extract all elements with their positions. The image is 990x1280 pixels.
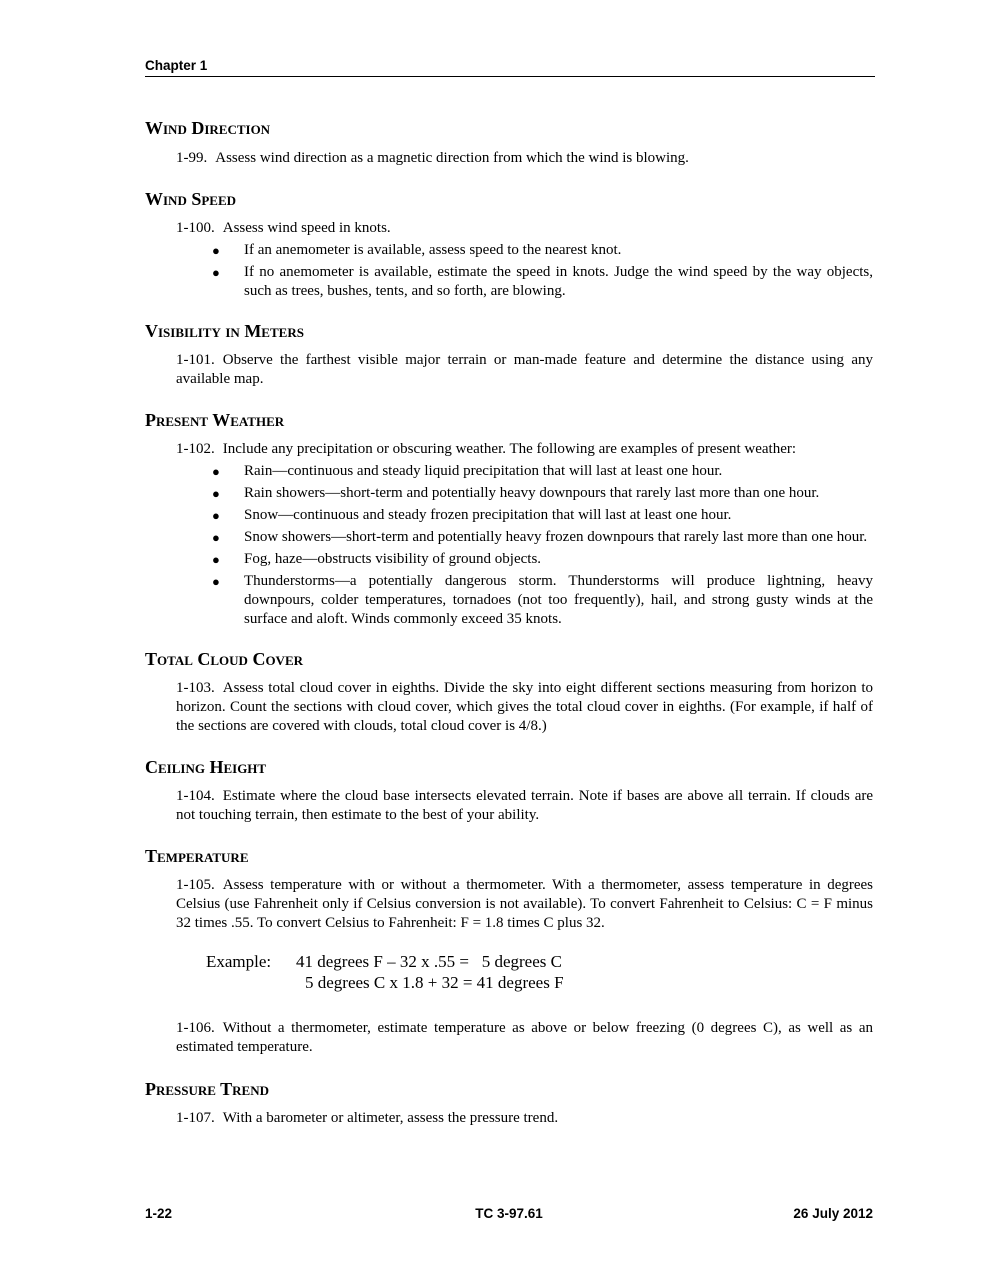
footer-page-number: 1-22 [145, 1206, 173, 1221]
heading-temperature: Temperature [145, 846, 249, 866]
paragraph-text: Assess temperature with or without a thermometer. With a thermometer, assess temperature in degrees Celsius (use Fahrenheit only if Celsius conversion is not available). To convert Fahrenheit to Celsius: C = F minus 32 times .55. To convert Celsius to Fahrenheit: F = 1.8 times C plus 32. [176, 877, 873, 931]
paragraph-1-107 [176, 1109, 873, 1128]
paragraph-1-103 [176, 679, 873, 736]
example-row-1 [206, 951, 873, 972]
bullet-icon: ● [212, 486, 220, 501]
heading-wind-speed: Wind Speed [145, 189, 237, 209]
paragraph-text: Assess wind speed in knots. [222, 220, 391, 236]
paragraph-number: 1-102. [176, 441, 215, 457]
bullet-icon: ● [212, 508, 220, 523]
bullet-icon: ● [212, 552, 220, 567]
paragraph-number: 1-100. [176, 220, 215, 236]
footer-document-id: TC 3-97.61 [475, 1206, 543, 1221]
paragraph-text: With a barometer or altimeter, assess the pressure trend. [222, 1110, 559, 1126]
paragraph-1-105 [176, 876, 873, 933]
example-line-2: 5 degrees C x 1.8 + 32 = 41 degrees F [305, 973, 564, 992]
list-item: ● Snow—continuous and steady frozen precipitation that will last at least one hour. [212, 507, 732, 523]
footer-date: 26 July 2012 [793, 1206, 873, 1221]
paragraph-1-104 [176, 787, 873, 825]
example-line-1: 41 degrees F – 32 x .55 = 5 degrees C [296, 952, 562, 971]
paragraph-text: Include any precipitation or obscuring weather. The following are examples of present weather: [222, 441, 797, 457]
paragraph-number: 1-99. [176, 150, 208, 166]
paragraph-1-101 [176, 351, 873, 389]
paragraph-number: 1-105. [176, 877, 215, 893]
heading-total-cloud-cover: Total Cloud Cover [145, 649, 303, 669]
paragraph-text: Assess total cloud cover in eighths. Divide the sky into eight different sections measuring from horizon to horizon. Count the sections with cloud cover, which gives the total cloud cover in eighths. (For example, if half of the sections are covered with clouds, total cloud cover is 4/8.) [176, 680, 873, 734]
bullet-icon: ● [212, 265, 220, 280]
heading-pressure-trend: Pressure Trend [145, 1079, 269, 1099]
page-footer [145, 1206, 873, 1224]
paragraph-number: 1-101. [176, 352, 215, 368]
paragraph-1-100 [176, 219, 873, 238]
header-rule [145, 76, 875, 77]
paragraph-number: 1-106. [176, 1020, 215, 1036]
paragraph-text: Observe the farthest visible major terrain or man-made feature and determine the distance using any available map. [176, 352, 873, 387]
list-item: ● Snow showers—short-term and potentially heavy frozen downpours that rarely last more than one hour. [212, 529, 868, 545]
bullet-icon: ● [212, 530, 220, 545]
example-label: Example: [206, 952, 272, 971]
list-item: ● Thunderstorms—a potentially dangerous storm. Thunderstorms will produce lightning, heavy downpours, colder temperatures, tornadoes (not too frequently), hail, and strong gusty winds at the surface and aloft. Winds commonly exceed 35 knots. [212, 573, 873, 627]
bullet-icon: ● [212, 464, 220, 479]
bullet-icon: ● [212, 243, 220, 258]
bullet-list-present-weather [212, 462, 873, 629]
paragraph-number: 1-103. [176, 680, 215, 696]
list-item: ● If an anemometer is available, assess speed to the nearest knot. [212, 242, 622, 258]
paragraph-1-106 [176, 1019, 873, 1057]
paragraph-1-102 [176, 440, 873, 459]
list-item: ● If no anemometer is available, estimate the speed in knots. Judge the wind speed by the way objects, such as trees, bushes, tents, and so forth, are blowing. [212, 264, 873, 299]
heading-present-weather: Present Weather [145, 410, 285, 430]
page-content [145, 117, 873, 1128]
paragraph-text: Estimate where the cloud base intersects elevated terrain. Note if bases are above all terrain. If clouds are not touching terrain, then estimate to the best of your ability. [176, 788, 873, 823]
list-item: ● Rain showers—short-term and potentially heavy downpours that rarely last more than one hour. [212, 485, 820, 501]
paragraph-text: Assess wind direction as a magnetic direction from which the wind is blowing. [215, 150, 689, 166]
list-item: ● Fog, haze—obstructs visibility of ground objects. [212, 551, 542, 567]
heading-wind-direction: Wind Direction [145, 118, 271, 138]
paragraph-number: 1-107. [176, 1110, 215, 1126]
temperature-example [206, 951, 873, 993]
list-item: ● Rain—continuous and steady liquid precipitation that will last at least one hour. [212, 463, 723, 479]
paragraph-number: 1-104. [176, 788, 215, 804]
heading-visibility: Visibility in Meters [145, 321, 304, 341]
heading-ceiling-height: Ceiling Height [145, 757, 267, 777]
bullet-list-wind-speed [212, 241, 873, 301]
paragraph-text: Without a thermometer, estimate temperature as above or below freezing (0 degrees C), as well as an estimated temperature. [176, 1020, 873, 1055]
paragraph-1-99 [176, 149, 873, 168]
running-head-chapter: Chapter 1 [145, 58, 208, 73]
bullet-icon: ● [212, 574, 220, 589]
